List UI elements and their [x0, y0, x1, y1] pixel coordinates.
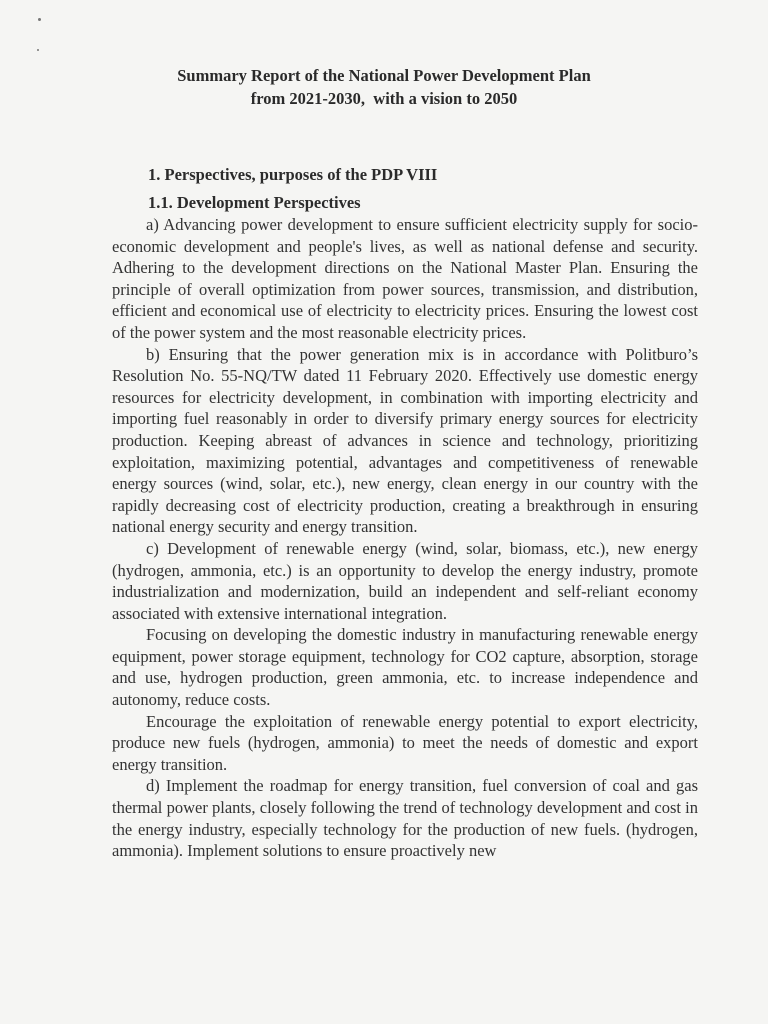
paragraph-encourage: Encourage the exploitation of renewable energy potential to export electricity, produce new fuels (hydrogen, ammonia) to meet the needs of domestic and export energy transition. [112, 711, 698, 774]
body-text [112, 214, 698, 862]
paragraph-d: d) Implement the roadmap for energy transition, fuel conversion of coal and gas thermal power plants, closely following the trend of technology development and cost in the energy industry, especially technology for the production of new fuels. (hydrogen, ammonia). Implement solutions to ensure proactively new [112, 776, 698, 861]
subsection-heading: 1.1. Development Perspectives [148, 193, 361, 212]
paragraph-b: b) Ensuring that the power generation mix is in accordance with Politburo’s Resolution No. 55-NQ/TW dated 11 February 2020. Effectively use domestic energy resources for electricity development, in combination with importing electricity and importing fuel reasonably in order to diversify primary energy sources for electricity production. Keeping abreast of advances in science and technology, prioritizing exploitation, maximizing potential, advantages and competitiveness of renewable energy sources (wind, solar, etc.), new energy, clean energy in our country with the rapidly decreasing cost of electricity production, creating a breakthrough in ensuring national energy security and energy transition. [112, 344, 698, 537]
title-line-2: from 2021-2030, with a vision to 2050 [250, 89, 518, 108]
paragraph-c: c) Development of renewable energy (wind, solar, biomass, etc.), new energy (hydrogen, ammonia, etc.) is an opportunity to develop the energy industry, promote industrialization and modernization, build an independent and self-reliant economy associated with extensive international integration. [112, 538, 698, 623]
paragraph-a: a) Advancing power development to ensure sufficient electricity supply for socio-economic development and people's lives, as well as national defense and security. Adhering to the development directions on the National Master Plan. Ensuring the principle of overall optimization from power sources, transmission, and distribution, efficient and economical use of electricity to electricity prices. Ensuring the lowest cost of the power system and the most reasonable electricity prices. [112, 215, 698, 342]
document-title [0, 64, 768, 110]
scan-speck [37, 49, 39, 51]
scan-speck [38, 18, 41, 21]
title-line-1: Summary Report of the National Power Development Plan [177, 66, 591, 85]
paragraph-focusing: Focusing on developing the domestic industry in manufacturing renewable energy equipment, power storage equipment, technology for CO2 capture, absorption, storage and use, hydrogen production, green ammonia, etc. to increase independence and autonomy, reduce costs. [112, 625, 698, 710]
section-heading: 1. Perspectives, purposes of the PDP VIII [148, 165, 438, 184]
